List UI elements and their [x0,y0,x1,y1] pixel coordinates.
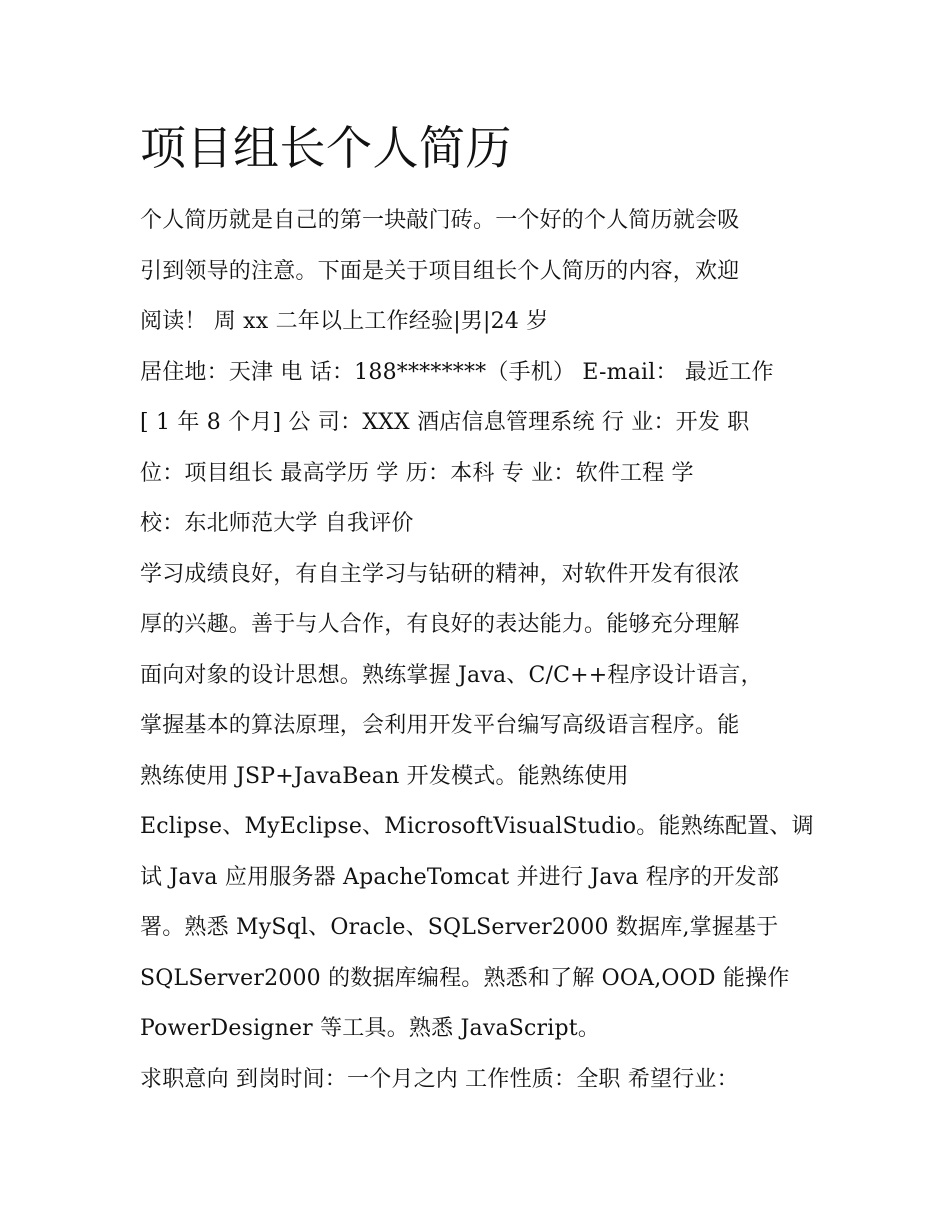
paragraph-line-5: [ 1 年 8 个月] 公 司：XXX 酒店信息管理系统 行 业：开发 职 [140,410,750,435]
paragraph-line-1: 个人简历就是自己的第一块敲门砖。一个好的个人简历就会吸 [140,208,740,233]
paragraph-line-15: 署。熟悉 MySql、Oracle、SQLServer2000 数据库,掌握基于 [140,915,779,940]
paragraph-line-14: 试 Java 应用服务器 ApacheTomcat 并进行 Java 程序的开发部 [140,864,780,890]
title-spacer [140,184,820,196]
document-title: 项目组长个人简历 [140,121,512,175]
paragraph-line-10: 面向对象的设计思想。熟练掌握 Java、C/C++程序设计语言， [140,662,763,688]
document-body [140,112,820,1105]
paragraph-line-2: 引到领导的注意。下面是关于项目组长个人简历的内容，欢迎 [140,258,740,284]
paragraph-line-13: Eclipse、MyEclipse、MicrosoftVisualStudio。能熟练配置、调 [140,814,814,839]
paragraph-line-7: 校：东北师范大学 自我评价 [140,511,414,536]
paragraph-line-11: 掌握基本的算法原理，会利用开发平台编写高级语言程序。能 [140,713,740,738]
paragraph-line-17: PowerDesigner 等工具。熟悉 JavaScript。 [140,1016,601,1041]
paragraph-line-3: 阅读！ 周 xx 二年以上工作经验|男|24 岁 [140,309,549,334]
paragraph-line-4: 居住地：天津 电 话：188********（手机） E-mail： 最近工作 [140,359,774,385]
paragraph-line-9: 厚的兴趣。善于与人合作，有良好的表达能力。能够充分理解 [140,612,740,637]
paragraph-line-16: SQLServer2000 的数据库编程。熟悉和了解 OOA,OOD 能操作 [140,965,790,991]
paragraph-line-6: 位：项目组长 最高学历 学 历：本科 专 业：软件工程 学 [140,460,694,486]
paragraph-line-8: 学习成绩良好，有自主学习与钻研的精神，对软件开发有很浓 [140,561,740,587]
paragraph-line-12: 熟练使用 JSP+JavaBean 开发模式。能熟练使用 [140,763,629,789]
paragraph-line-18: 求职意向 到岗时间：一个月之内 工作性质：全职 希望行业： [140,1066,739,1092]
